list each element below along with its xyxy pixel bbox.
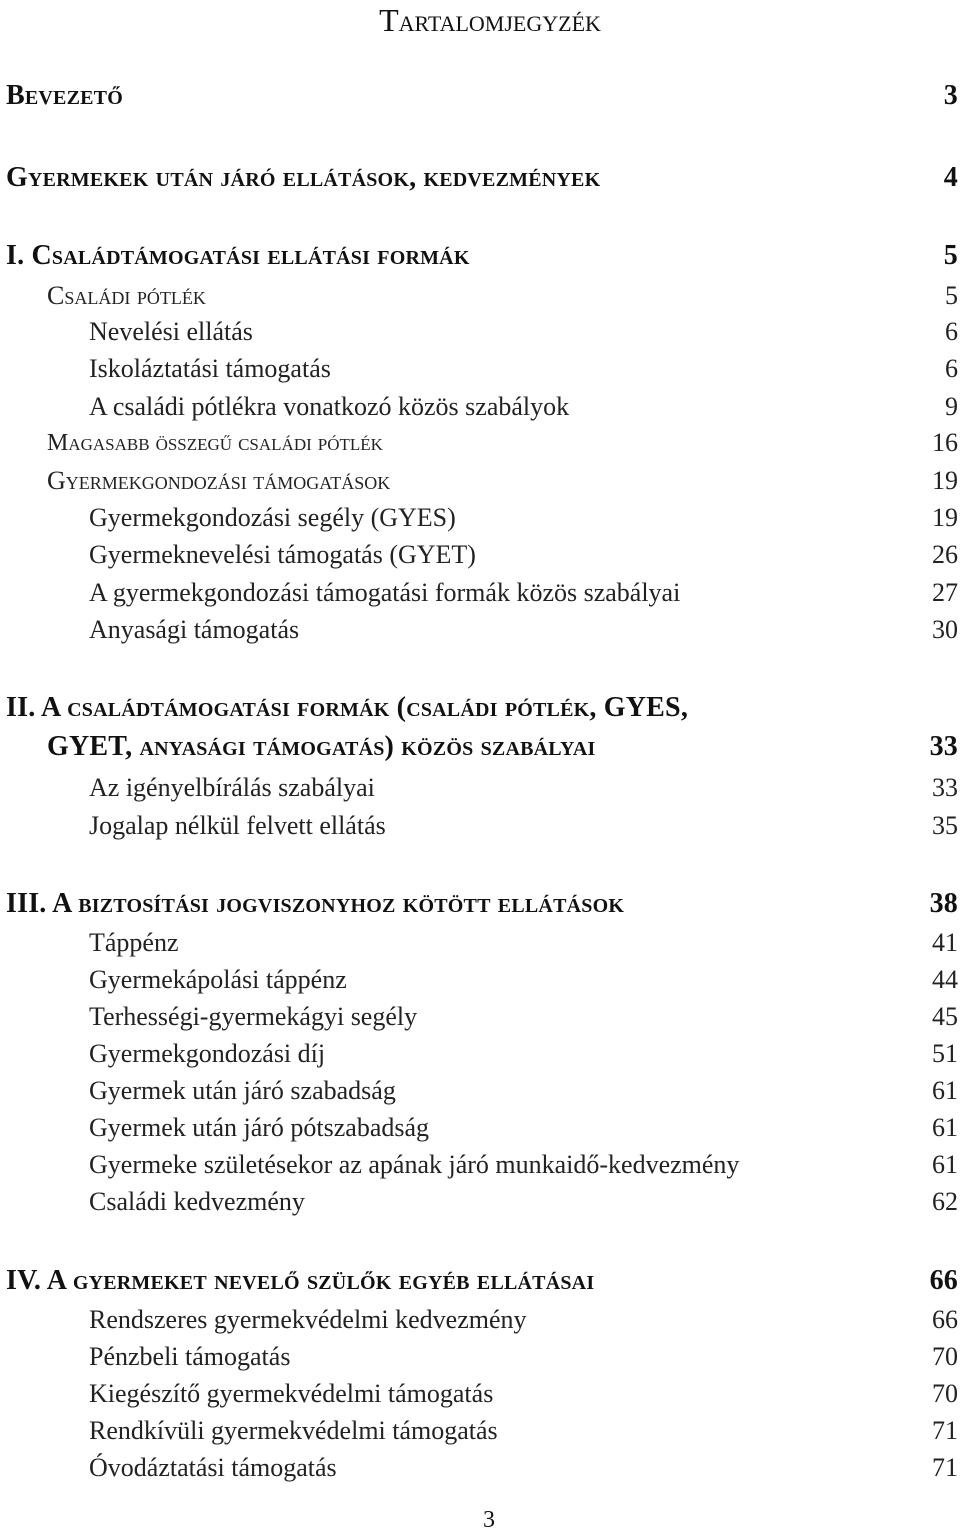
toc-entry-bevezeto[interactable] (0, 78, 958, 114)
toc-page: 35 (932, 811, 958, 840)
toc-page: 71 (932, 1453, 958, 1482)
toc-label: Gyermeke születésekor az apának járó munkaidő-kedvezmény (89, 1150, 740, 1179)
toc-page: 3 (943, 80, 958, 111)
toc-label: Gyermekgondozási támogatások (47, 466, 391, 495)
toc-label: Rendkívüli gyermekvédelmi támogatás (89, 1416, 498, 1445)
toc-label: Gyermek után járó szabadság (89, 1076, 396, 1105)
toc-label: Pénzbeli támogatás (89, 1342, 291, 1371)
toc-page: 5 (945, 281, 958, 310)
toc-entry-section-1[interactable] (0, 238, 958, 274)
toc-entry-igenyelbiralas[interactable] (0, 770, 958, 806)
toc-label: IV. A gyermeket nevelő szülők egyéb ellátásai (6, 1265, 595, 1296)
toc-page: 71 (932, 1416, 958, 1445)
toc-page: 16 (932, 428, 958, 457)
page-number: 3 (483, 1507, 495, 1533)
toc-entry-ovodaztatasi[interactable] (0, 1450, 958, 1486)
page-title: Tartalomjegyzék (379, 2, 601, 38)
toc-label: A gyermekgondozási támogatási formák közös szabályai (89, 578, 681, 607)
toc-entry-gyes[interactable] (0, 500, 958, 536)
toc-entry-tappenz[interactable] (0, 925, 958, 961)
toc-page: 61 (932, 1113, 958, 1142)
toc-page: 30 (932, 615, 958, 644)
toc-page: 33 (932, 773, 958, 802)
toc-label: Családi pótlék (47, 281, 206, 310)
toc-page: 70 (932, 1379, 958, 1408)
toc-label: Gyermekgondozási díj (89, 1039, 326, 1068)
toc-page: 6 (945, 354, 958, 383)
toc-page: 26 (932, 540, 958, 569)
toc-label: Táppénz (89, 928, 179, 957)
toc-entry-csaladi-kedvezmeny[interactable] (0, 1184, 958, 1220)
toc-entry-magasabb-osszegu[interactable] (0, 425, 958, 461)
toc-entry-szabadsag[interactable] (0, 1073, 958, 1109)
toc-entry-terhessegi[interactable] (0, 999, 958, 1035)
toc-label: Magasabb összegű családi pótlék (47, 430, 383, 456)
toc-entry-gyet[interactable] (0, 537, 958, 573)
toc-page: 19 (932, 466, 958, 495)
toc-entry-kozos-szabalyai[interactable] (0, 575, 958, 611)
toc-page: 61 (932, 1076, 958, 1105)
toc-page: 70 (932, 1342, 958, 1371)
toc-label: Gyermekek után járó ellátások, kedvezmények (6, 162, 601, 193)
toc-label: Jogalap nélkül felvett ellátás (89, 811, 386, 840)
toc-label: Nevelési ellátás (89, 317, 253, 346)
toc-label: III. A biztosítási jogviszonyhoz kötött ellátások (6, 888, 625, 919)
toc-label: Terhességi-gyermekágyi segély (89, 1002, 418, 1031)
toc-entry-penzbeli[interactable] (0, 1339, 958, 1375)
toc-entry-anyasagi-tamogatas[interactable] (0, 612, 958, 648)
toc-entry-rendkivuli[interactable] (0, 1413, 958, 1449)
toc-page: 33 (929, 731, 958, 762)
toc-entry-munkaido-kedvezmeny[interactable] (0, 1147, 958, 1183)
toc-entry-gyermekgondozasi-tamogatasok[interactable] (0, 463, 958, 499)
toc-page: 41 (932, 928, 958, 957)
toc-page: 45 (932, 1002, 958, 1031)
toc-label: Iskoláztatási támogatás (89, 354, 331, 383)
toc-entry-nevelesi-ellatas[interactable] (0, 314, 958, 350)
toc-label: A családi pótlékra vonatkozó közös szabályok (89, 392, 570, 421)
toc-page: 38 (929, 888, 958, 919)
toc-label: GYET, anyasági támogatás) közös szabályai (47, 731, 596, 762)
toc-entry-section-2-line2[interactable] (0, 729, 958, 765)
toc-entry-potszabadsag[interactable] (0, 1110, 958, 1146)
toc-page: 5 (943, 240, 958, 271)
toc-entry-csaladi-potlek[interactable] (0, 278, 958, 314)
toc-page: 6 (945, 317, 958, 346)
toc-page: 9 (945, 392, 958, 421)
toc-label: Anyasági támogatás (89, 615, 300, 644)
toc-label: Kiegészítő gyermekvédelmi támogatás (89, 1379, 494, 1408)
toc-label: Óvodáztatási támogatás (89, 1453, 337, 1482)
toc-entry-kozos-szabalyok[interactable] (0, 389, 958, 425)
toc-label: Bevezető (6, 80, 123, 111)
toc-page: 61 (932, 1150, 958, 1179)
toc-label: Rendszeres gyermekvédelmi kedvezmény (89, 1305, 527, 1334)
toc-page: 19 (932, 503, 958, 532)
toc-page: 44 (932, 965, 958, 994)
toc-label: Az igényelbírálás szabályai (89, 773, 375, 802)
toc-entry-kiegeszito[interactable] (0, 1376, 958, 1412)
toc-label: II. A családtámogatási formák (családi pótlék, GYES, (6, 692, 689, 723)
toc-label: Családi kedvezmény (89, 1187, 305, 1216)
toc-entry-rendszeres[interactable] (0, 1302, 958, 1338)
toc-page: 66 (929, 1265, 958, 1296)
toc-entry-gyermekapolasi[interactable] (0, 962, 958, 998)
toc-entry-section-2-line1[interactable] (0, 690, 958, 726)
toc-label: Gyermekápolási táppénz (89, 965, 347, 994)
toc-page: 62 (932, 1187, 958, 1216)
toc-label: Gyermekgondozási segély (GYES) (89, 503, 456, 532)
toc-page: 4 (943, 162, 958, 193)
toc-entry-gyermekgondozasi-dij[interactable] (0, 1036, 958, 1072)
toc-entry-section-3[interactable] (0, 886, 958, 922)
toc-page: 66 (932, 1305, 958, 1334)
toc-entry-section-4[interactable] (0, 1263, 958, 1299)
toc-entry-gyermekek[interactable] (0, 160, 958, 196)
toc-label: Gyermek után járó pótszabadság (89, 1113, 430, 1142)
toc-label: Gyermeknevelési támogatás (GYET) (89, 540, 476, 569)
toc-page: 51 (932, 1039, 958, 1068)
toc-page: 27 (932, 578, 958, 607)
toc-entry-iskoláztatási[interactable] (0, 351, 958, 387)
toc-label: I. Családtámogatási ellátási formák (6, 240, 470, 271)
toc-entry-jogalap-nelkul[interactable] (0, 808, 958, 844)
